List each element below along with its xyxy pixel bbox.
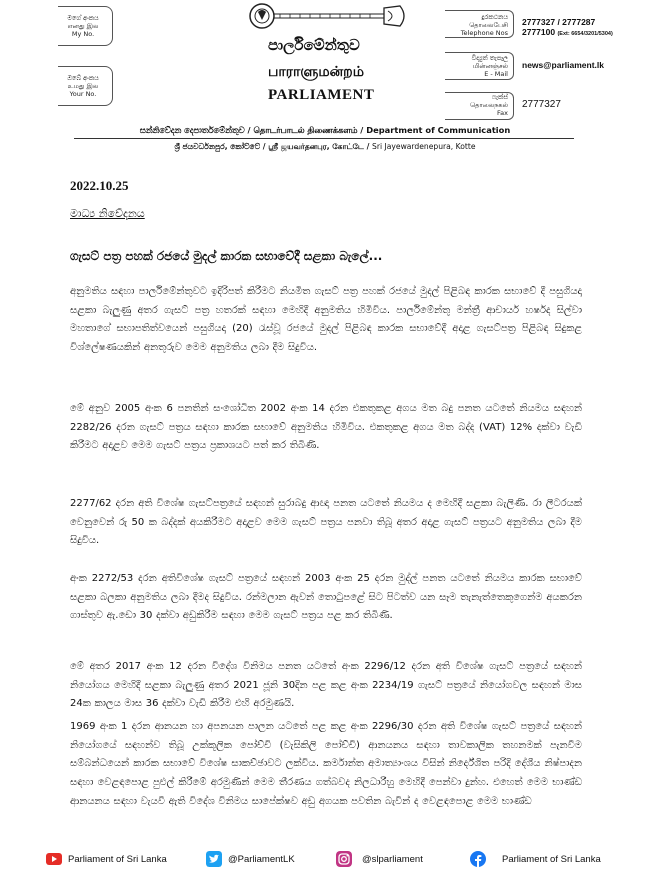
my-no-label: මගේ අංකය எனது இல My No. [67, 14, 99, 38]
paragraph-5: මේ අතර 2017 අංක 12 දරන විදේශ විනිමය පනත යටතේ අංක 2296/12 දරන අති විශේෂ ගැසට් පත්‍රයේ සඳහන් නියෝගය මෙහිදී සළකා බැලුණු අතර 2021 ජූනි 30දින පළ කළ අංක 2234/19 ගැසට් පත්‍රයේ නියෝගවල සඳහන් මාස 24ක කාලය මාස 36 දක්වා වැඩි කිරීම එහි අරමුණයි. [70, 661, 582, 710]
your-no-label: ඔබේ අංකය உமது இல Your No. [67, 74, 99, 98]
youtube-icon[interactable] [46, 851, 62, 867]
title-english: PARLIAMENT [268, 87, 375, 103]
media-release-label: මාධ්‍ය නිවේදනය [70, 207, 145, 220]
paragraph-3: 2277/62 දරන අති විශේෂ ගැසට්පත්‍රයේ සඳහන් සුරාබදු ආඥා පනත යටතේ නියමය ද මෙහිදී සළකා බැලිණි. රා ලීටරයක් වෙනුවෙන් රු 50 ක බද්දක් අයකිරීමට අදාළව මෙම ගැසට් පත්‍රය පනවා තිබූ අතර අදාළ ගැසට් පත්‍රයට අනුමතිය ලබා දීම සිදුවිය. [70, 498, 582, 547]
paragraph-4: අංක 2272/53 දරන අතිවිශේෂ ගැසට් පත්‍රයේ සඳහන් 2003 අංක 25 දරන මුද්‍ල් පනත යටතේ නියමය කාරක සභාවේ සළකා බලකා අනුමතිය ලබා දීමද සිදුවිය. රන්මලාන ඇවන් තොටුපළේ සිට පිටත්ව යන සෑම තැනැත්තෙකුගෙන්ම අයකරන ගාස්තුව ඇ.ඩො 30 දක්වා අඩුකිරීම සඳහා මෙම ගැසට් පත්‍රය පළ කර තිබිණි. [70, 573, 582, 622]
title-tamil: பாராளுமன்றம் [268, 64, 364, 80]
title-sinhala: පාර්ලිමේන්තුව [268, 36, 360, 54]
document-date: 2022.10.25 [70, 178, 129, 193]
email-label: විද්‍යුත් තැපෑල மின்னஞ்சல் E - Mail [471, 54, 508, 78]
twitter-link[interactable]: @ParliamentLK [228, 854, 295, 865]
telephone-label: දුරකථනය தொலைபேசி Telephone Nos [460, 13, 508, 37]
parliament-emblem [240, 2, 410, 32]
header-divider [74, 138, 574, 139]
headline: ගැසට් පත්‍ර පහක් රජයේ මුදල් කාරක සභාවේදී සළකා බැලේ... [70, 249, 383, 263]
fax-value: 2777327 [522, 99, 561, 110]
instagram-link[interactable]: @slparliament [362, 854, 423, 865]
fax-label: ෆැක්ස් தொலைநகல் Fax [470, 93, 508, 117]
footer-social-bar [0, 846, 650, 876]
instagram-icon[interactable] [336, 851, 352, 867]
address-line: ශ්‍රී ජයවර්ධනපුර, කෝට්ටේ / ஸ்ரீ ஜயவர்தனபுர, கோட்டே / Sri Jayewardenepura, Kotte [174, 142, 476, 151]
youtube-link[interactable]: Parliament of Sri Lanka [68, 854, 167, 865]
twitter-icon[interactable] [206, 851, 222, 867]
email-value[interactable]: news@parliament.lk [522, 60, 604, 70]
department-line: සන්නිවේදන දෙපාර්තමේන්තුව / தொடர்பாடல் திணைக்களம் / Department of Communication [139, 125, 511, 135]
facebook-link[interactable]: Parliament of Sri Lanka [502, 854, 601, 865]
paragraph-2: මේ අනුව 2005 අංක 6 පනතින් සංශෝධිත 2002 අංක 14 දරන එකතුකළ අගය මත බදු පනත යටතේ නියමය සඳහන් 2282/26 දරන ගැසට් පත්‍රය සඳහා කාරක සභාවේ අනුමතිය හිමිවිය. එකතුකළ අගය මත බද්ද (VAT) 12% දක්වා වැඩි කිරීමට අදාළව මෙම ගැසට් පත්‍රය ප්‍රකාශයට පත් කර තිබිණි. [70, 403, 582, 452]
facebook-icon[interactable] [470, 851, 486, 867]
paragraph-1: අනුමතිය සඳහා පාර්ලිමේන්තුවට ඉදිරිපත් කිරීමට නියමිත ගැසට් පත්‍ර පහක් රජයේ මුදල් පිළිබඳ කාරක සභාවේ දී පසුගියදා සළකා බැලුණු අතර ගැසට් පත්‍ර හතරක් සඳහා මෙහිදී අනුමතිය හිමිවිය. පාර්ලිමේන්තු මන්ත්‍රී ආචාර්ය හර්ෂද සිල්වා මහතාගේ සභාපතිත්වයෙන් පසුගියදා (20) රැස්වූ රජයේ මුදල් පිළිබඳ කාරක සභාවේදී අදාළ ගැසට්පත්‍ර පිළිබඳ සිදුකළ විශ්ලේෂණයකින් අනතුරුව මෙම අනුමතිය ලබා දීම සිදුවිය. [70, 286, 582, 354]
telephone-value: 2777327 / 2777287 2777100 (Ext: 6654/3201/5304) [522, 17, 613, 37]
paragraph-6: 1969 අංක 1 දරන ආනයන හා අපනයන පාලන යටතේ පළ කළ අංක 2296/30 දරන අති විශේෂ ගැසට් පත්‍රයේ සඳහන් නියෝගයේ සඳහන්ව තිබූ උක්කූලික පෝච්චි (වැසිකිලි පෝච්චි) ආනයනය සඳහා තාවකාලික තහනමක් පැනවීම සම්බන්ධයෙන් කාරක සභාවේ විශේෂ සාකච්ඡාවට ලක්විය. කර්මාන්ත අමාත්‍යාංශය විසින් නිර්දේශිත පරිදි දේශීය නිෂ්පාදන සඳහා වෙළඳපොළ පුළුල් කිරීමේ අරමුණින් මෙම තීරණය ගත්බවද නිලධාරීහු මෙහිදී පෙන්වා දුන්හ. එහෙත් මෙම භාණ්ඩ ආනයනය සඳහා වැයවී ඇති විදේශ විනිමය සාපේක්ෂව අඩු අගයක පවතින බැවින් ද වෙළඳපොළ මෙම භාණ්ඩ [70, 721, 582, 807]
